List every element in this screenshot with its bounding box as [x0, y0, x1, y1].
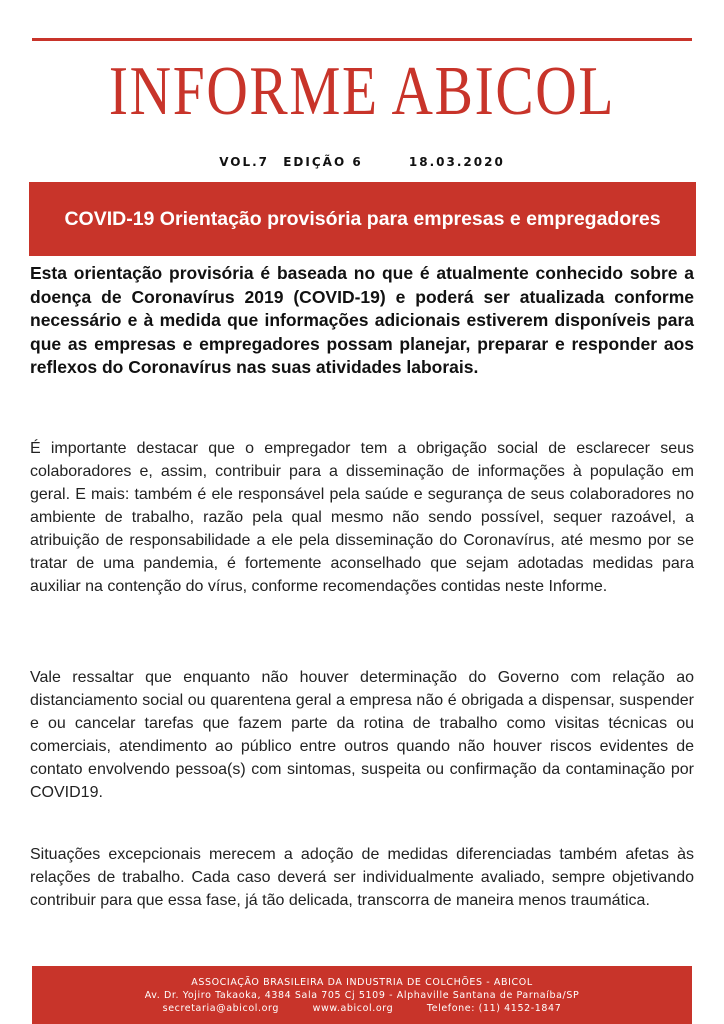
body-paragraph-3: Situações excepcionais merecem a adoção de medidas diferenciadas também afetas às relações de trabalho. Cada caso deverá ser individualmente avaliado, sempre objetivando contribuir para que essa fase, já tão delicada, transcorra de maneira menos traumática. [30, 846, 694, 909]
footer-contacts [32, 1002, 692, 1015]
footer-website[interactable]: www.abicol.org [312, 1003, 394, 1014]
issue-edition: EDIÇÃO 6 [283, 155, 363, 169]
footer-phone: Telefone: (11) 4152-1847 [426, 1003, 562, 1014]
headline-banner [29, 182, 696, 256]
footer-organization: ASSOCIAÇÃO BRASILEIRA DA INDUSTRIA DE COLCHÕES - ABICOL [191, 977, 533, 988]
header-rule [32, 38, 692, 41]
body-paragraph-2: Vale ressaltar que enquanto não houver determinação do Governo com relação ao distanciamento social ou quarentena geral a empresa não é obrigada a dispensar, suspender e ou cancelar tarefas que fazem parte da rotina de trabalho como visitas técnicas ou comerciais, atendimento ao público entre outros quando não houver riscos evidentes de contato envolvendo pessoa(s) com sintomas, suspeita ou confirmação da contaminação por COVID19. [30, 669, 694, 801]
footer-bar [32, 966, 692, 1024]
headline-text: COVID-19 Orientação provisória para empresas e empregadores [64, 208, 661, 230]
masthead-title: INFORME ABICOL [108, 53, 616, 130]
issue-date: 18.03.2020 [408, 155, 505, 169]
footer-email[interactable]: secretaria@abicol.org [162, 1003, 279, 1014]
lead-paragraph: Esta orientação provisória é baseada no que é atualmente conhecido sobre a doença de Coronavírus 2019 (COVID-19) e poderá ser atualizada conforme necessário e à medida que informações adicionais estiverem disponíveis para que as empresas e empregadores possam planejar, preparar e responder aos reflexos do Coronavírus nas suas atividades laborais. [30, 263, 694, 377]
issue-volume: VOL.7 [219, 155, 270, 169]
issue-info [0, 155, 724, 169]
footer-address: Av. Dr. Yojiro Takaoka, 4384 Sala 705 Cj 5109 - Alphaville Santana de Parnaíba/SP [144, 990, 580, 1001]
body-paragraph-1: É importante destacar que o empregador tem a obrigação social de esclarecer seus colaboradores e, assim, contribuir para a disseminação de informações à população em geral. E mais: também é ele responsável pela saúde e segurança de seus colaboradores no ambiente de trabalho, razão pela qual mesmo não sendo possível, sequer razoável, a atribuição de responsabilidade a ele pela disseminação do Coronavírus, até mesmo por se tratar de uma pandemia, é fortemente aconselhado que sejam adotadas medidas para auxiliar na contenção do vírus, conforme recomendações contidas neste Informe. [30, 440, 694, 595]
